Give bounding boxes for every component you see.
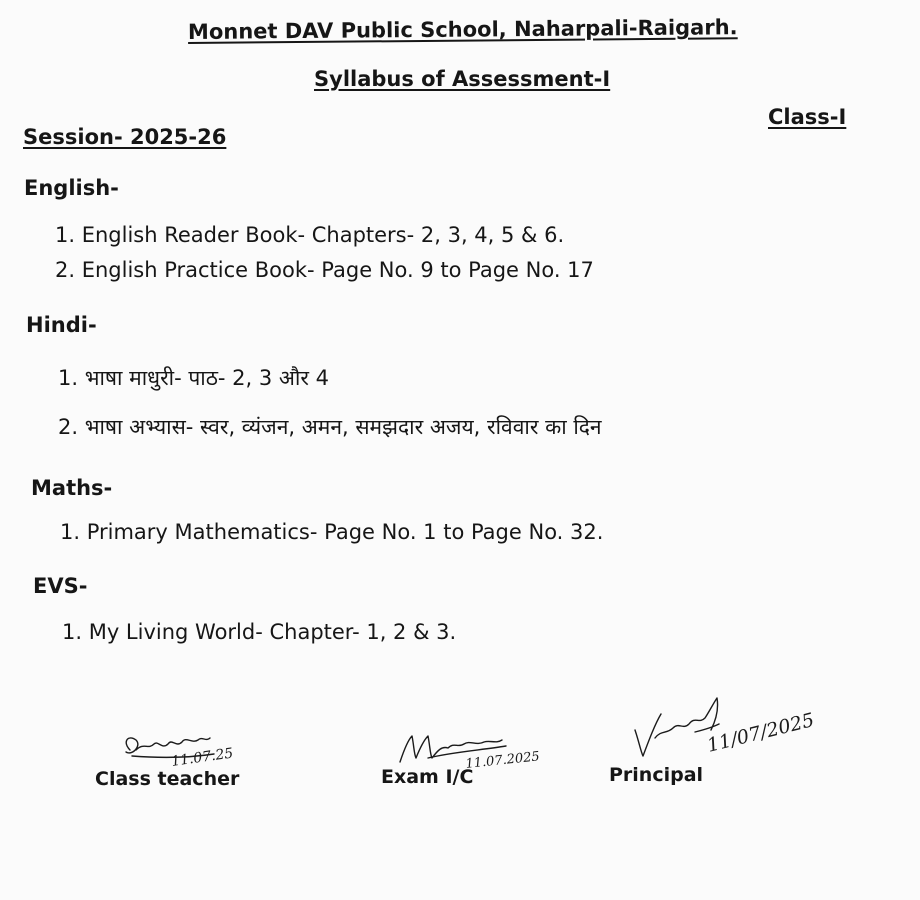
list-item: 1. Primary Mathematics- Page No. 1 to Page No. 32. [60, 520, 604, 544]
principal-date: 11/07/2025 [704, 709, 817, 757]
session-label: Session- 2025-26 [23, 125, 227, 149]
school-name: Monnet DAV Public School, Naharpali-Raigarh. [187, 15, 738, 44]
list-item: 1. भाषा माधुरी- पाठ- 2, 3 और 4 [58, 366, 330, 390]
list-item: 1. My Living World- Chapter- 1, 2 & 3. [62, 620, 457, 644]
exam-ic-signature [392, 728, 572, 773]
subject-heading-english: English- [24, 176, 119, 200]
list-item: 1. English Reader Book- Chapters- 2, 3, 4, 5 & 6. [55, 223, 565, 247]
class-label: Class-I [768, 105, 847, 129]
exam-ic-date: 11.07.2025 [464, 749, 541, 772]
exam-ic-label: Exam I/C [381, 766, 474, 788]
class-teacher-label: Class teacher [95, 768, 240, 790]
subject-heading-hindi: Hindi- [26, 313, 97, 337]
list-item: 2. भाषा अभ्यास- स्वर, व्यंजन, अमन, समझदार अजय, रविवार का दिन [58, 415, 602, 439]
class-teacher-date: 11.07.25 [170, 745, 235, 770]
principal-label: Principal [609, 764, 704, 786]
principal-signature [625, 690, 835, 765]
subject-heading-maths: Maths- [31, 476, 113, 500]
class-teacher-signature [118, 728, 278, 773]
subject-heading-evs: EVS- [33, 574, 88, 598]
list-item: 2. English Practice Book- Page No. 9 to Page No. 17 [55, 258, 594, 282]
page-title: Syllabus of Assessment-I [314, 67, 611, 91]
